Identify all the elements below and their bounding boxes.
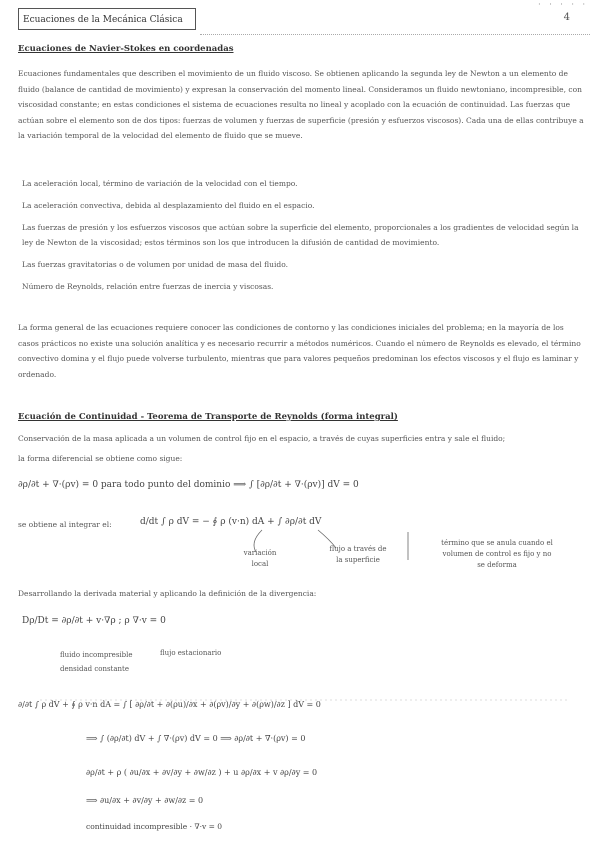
bullet-item: Las fuerzas gravitatorias o de volumen por unidad de masa del fluido. bbox=[22, 260, 288, 269]
section1-closing: La forma general de las ecuaciones requiere conocer las condiciones de contorno y las condiciones iniciales del problema; en la mayoría de los casos prácticos no existe una solución analítica y es necesario recurrir a métodos numéricos. Cuando el número de Reynolds es elevado, el término convectivo domina y el flujo puede volverse turbulento, mientras que para valores pequeños predominan los efectos viscosos y el flujo es laminar y ordenado. bbox=[18, 323, 581, 379]
bullet-item: Las fuerzas de presión y los esfuerzos viscosos que actúan sobre la superficie del elemento, proporcionales a los gradientes de velocidad según la ley de Newton de la viscosidad; estos términos son los que introducen la difusión de cantidad de movimiento. bbox=[22, 223, 579, 247]
equation-divergence-form: ⟹ ∫ (∂ρ/∂t) dV + ∫ ∇·(ρv) dV = 0 ⟹ ∂ρ/∂t + ∇·(ρv) = 0 bbox=[86, 734, 306, 743]
note-local-variation: variación local bbox=[243, 549, 277, 568]
equation-incompressible: ⟹ ∂u/∂x + ∂v/∂y + ∂w/∂z = 0 bbox=[86, 796, 204, 805]
bullet-item: La aceleración convectiva, debida al desplazamiento del fluido en el espacio. bbox=[22, 201, 315, 210]
equation-prefix: se obtiene al integrar el: bbox=[18, 520, 112, 529]
section2-title: Ecuación de Continuidad - Teorema de Transporte de Reynolds (forma integral) bbox=[18, 412, 398, 422]
note-incompressible: fluido incompresible bbox=[60, 651, 133, 659]
note-surface-flux: flujo a través de la superficie bbox=[329, 545, 387, 564]
section1-title: Ecuaciones de Navier-Stokes en coordenadas bbox=[18, 44, 234, 54]
equation-material-derivative: Dρ/Dt = ∂ρ/∂t + v·∇ρ ; ρ ∇·v = 0 bbox=[22, 616, 166, 626]
section2-intro-2: la forma diferencial se obtiene como sigue: bbox=[18, 454, 183, 463]
equation-summary: continuidad incompresible · ∇·v = 0 bbox=[86, 822, 223, 831]
equation-continuity: ∂ρ/∂t + ∇·(ρv) = 0 para todo punto del dominio ⟹ ∫ [∂ρ/∂t + ∇·(ρv)] dV = 0 bbox=[18, 480, 359, 490]
equation-transport: d/dt ∫ ρ dV = − ∮ ρ (v·n) dA + ∫ ∂ρ/∂t dV bbox=[140, 517, 322, 527]
section3-intro: Desarrollando la derivada material y aplicando la definición de la divergencia: bbox=[18, 589, 317, 598]
equation-integral-form: ∂/∂t ∫ ρ dV + ∮ ρ v·n dA = ∫ [ ∂ρ/∂t + ∂(ρu)/∂x + ∂(ρv)/∂y + ∂(ρw)/∂z ] dV = 0 bbox=[18, 700, 321, 709]
section1-paragraph: Ecuaciones fundamentales que describen el movimiento de un fluido viscoso. Se obtienen aplicando la segunda ley de Newton a un elemento de fluido (balance de cantidad de movimiento) y expresan la conservación del momento lineal. Consideramos un fluido newtoniano, incompresible, con viscosidad constante; en estas condiciones el sistema de ecuaciones resulta no lineal y acoplado con la ecuación de continuidad. Las fuerzas que actúan sobre el elemento son de dos tipos: fuerzas de volumen y fuerzas de superficie (presión y esfuerzos viscosos). Cada una de ellas contribuye a la variación temporal de la velocidad del elemento de fluido que se mueve. bbox=[18, 69, 584, 141]
note-steady-flow: flujo estacionario bbox=[160, 649, 222, 657]
bullet-item: Número de Reynolds, relación entre fuerzas de inercia y viscosas. bbox=[22, 282, 274, 291]
section2-intro-1: Conservación de la masa aplicada a un volumen de control fijo en el espacio, a través de cuyas superficies entra y sale el fluido; bbox=[18, 434, 506, 443]
note-fixed-volume: término que se anula cuando el volumen de control es fijo y no se deforma bbox=[441, 539, 553, 569]
page-number: 4 bbox=[563, 12, 570, 23]
note-constant-density: densidad constante bbox=[60, 665, 130, 673]
equation-expanded: ∂ρ/∂t + ρ ( ∂u/∂x + ∂v/∂y + ∂w/∂z ) + u ∂ρ/∂x + v ∂ρ/∂y = 0 bbox=[86, 768, 318, 777]
bullet-item: La aceleración local, término de variación de la velocidad con el tiempo. bbox=[22, 179, 298, 188]
top-marks: · · · · · bbox=[538, 0, 588, 9]
header-box: Ecuaciones de la Mecánica Clásica bbox=[18, 8, 196, 30]
